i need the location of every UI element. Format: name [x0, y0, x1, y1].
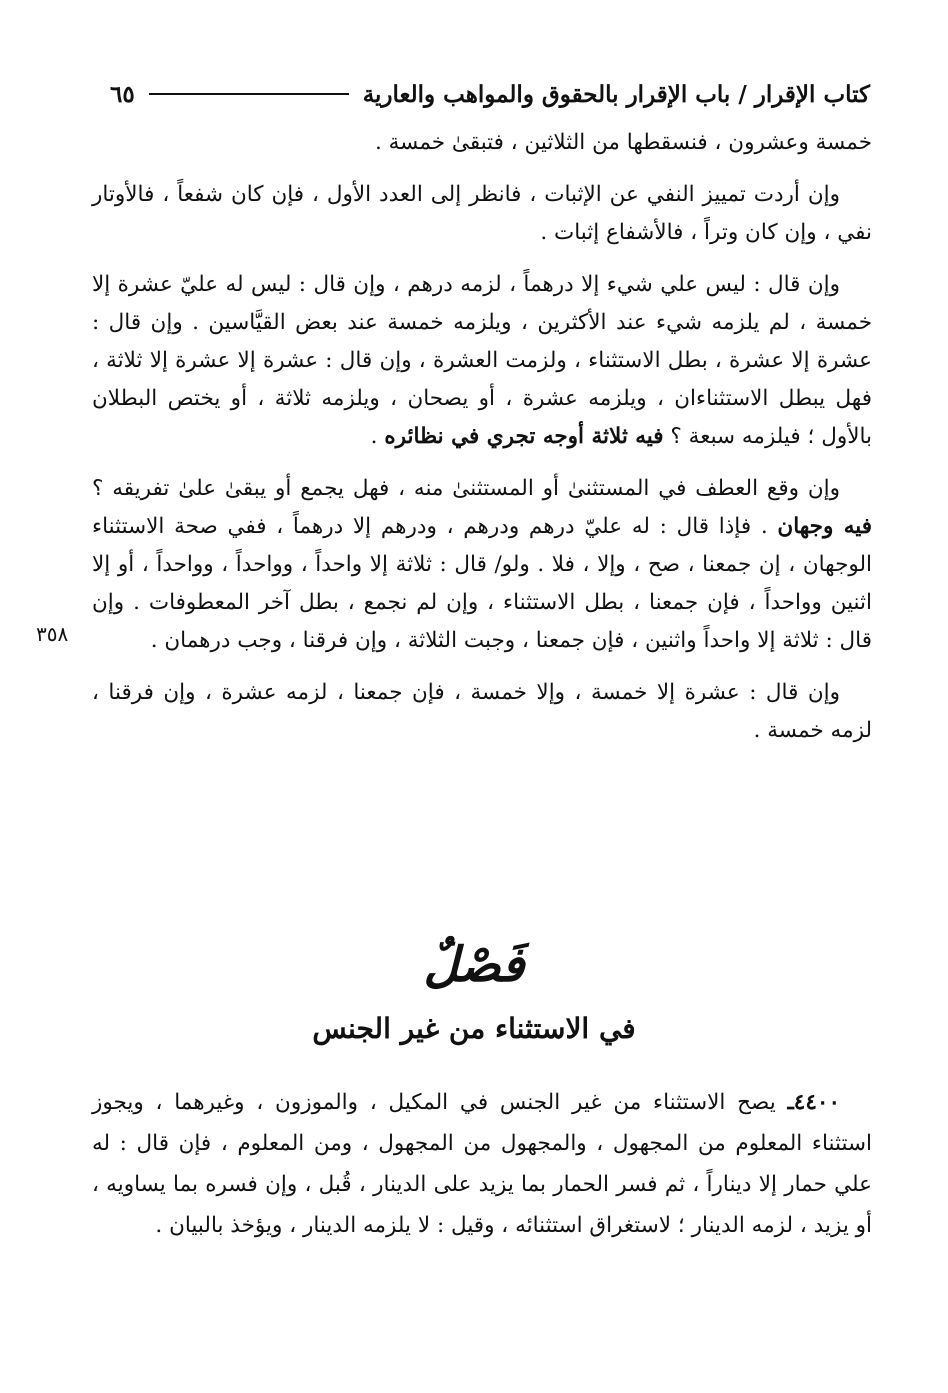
paragraph: وإن قال : عشرة إلا خمسة ، وإلا خمسة ، فإن جمعنا ، لزمه عشرة ، وإن فرقنا ، لزمه خمسة . — [92, 680, 872, 743]
paragraph-text: وإن قال : ليس علي شيء إلا درهماً ، لزمه درهم ، وإن قال : ليس له عليّ عشرة إلا خمسة ، لم يلزمه شيء عند الأكثرين ، ويلزمه خمسة عند بعض القيَّاسين . وإن قال : عشرة إلا عشرة ، بطل الاستثناء ، ولزمت العشرة ، وإن قال : عشرة إلا عشرة إلا ثلاثة ، فهل يبطل الاستثناءان ، ويلزمه عشرة ، أو يصحان ، ويلزمه ثلاثة ، أو يختص البطلان بالأول ؛ فيلزمه سبعة ؟ — [92, 272, 872, 449]
paragraph — [92, 470, 872, 660]
section-title: في الاستثناء من غير الجنس — [312, 1012, 636, 1045]
main-text — [92, 124, 872, 764]
section-text — [92, 1082, 872, 1246]
paragraph-bold: فيه وجهان — [777, 514, 872, 539]
page-header — [110, 74, 870, 114]
paragraph — [92, 1082, 872, 1246]
paragraph-bold: فيه ثلاثة أوجه تجري في نظائره — [384, 424, 664, 449]
page-number: ٦٥ — [110, 80, 135, 108]
paragraph-text: يصح الاستثناء من غير الجنس في المكيل ، والموزون ، وغيرهما ، ويجوز استثناء المعلوم من المجهول ، والمجهول من المجهول ، ومن المعلوم ، فإن قال : له علي حمار إلا ديناراً ، ثم فسر الحمار بما يزيد على الدينار ، قُبل ، وإن فسره بما يساويه ، أو يزيد ، لزمه الدينار ؛ لاستغراق استثنائه ، وقيل : لا يلزمه الدينار ، ويؤخذ بالبيان . — [92, 1090, 872, 1238]
paragraph: خمسة وعشرون ، فنسقطها من الثلاثين ، فتبقىٰ خمسة . — [374, 130, 872, 155]
paragraph-tail: . — [370, 424, 385, 449]
paragraph-text: وإن وقع العطف في المستثنىٰ أو المستثنىٰ منه ، فهل يجمع أو يبقىٰ علىٰ تفريقه ؟ — [92, 476, 840, 501]
section-ornament: فَصْلٌ — [423, 937, 525, 993]
paragraph-tail: . فإذا قال : له عليّ درهم ودرهم ، ودرهم إلا درهماً ، ففي صحة الاستثناء الوجهان ، إن جمعنا ، صح ، وإلا ، فلا . ولو/ قال : ثلاثة إلا واحداً ، وواحداً ، وواحداً ، أو إلا اثنين وواحداً ، فإن جمعنا ، بطل الاستثناء ، وإن لم نجمع ، بطل آخر المعطوفات . وإن قال : ثلاثة إلا واحداً واثنين ، فإن جمعنا ، وجبت الثلاثة ، وإن فرقنا ، وجب درهمان . — [92, 514, 873, 653]
margin-number: ٣٥٨ — [36, 622, 69, 646]
header-rule — [149, 93, 349, 95]
paragraph-number: ٤٤٠٠ـ — [787, 1090, 840, 1115]
running-title: كتاب الإقرار / باب الإقرار بالحقوق والمواهب والعارية — [362, 80, 870, 108]
paragraph: وإن أردت تمييز النفي عن الإثبات ، فانظر إلى العدد الأول ، فإن كان شفعاً ، فالأوتار نفي ، وإن كان وتراً ، فالأشفاع إثبات . — [92, 182, 872, 245]
paragraph — [92, 266, 872, 456]
